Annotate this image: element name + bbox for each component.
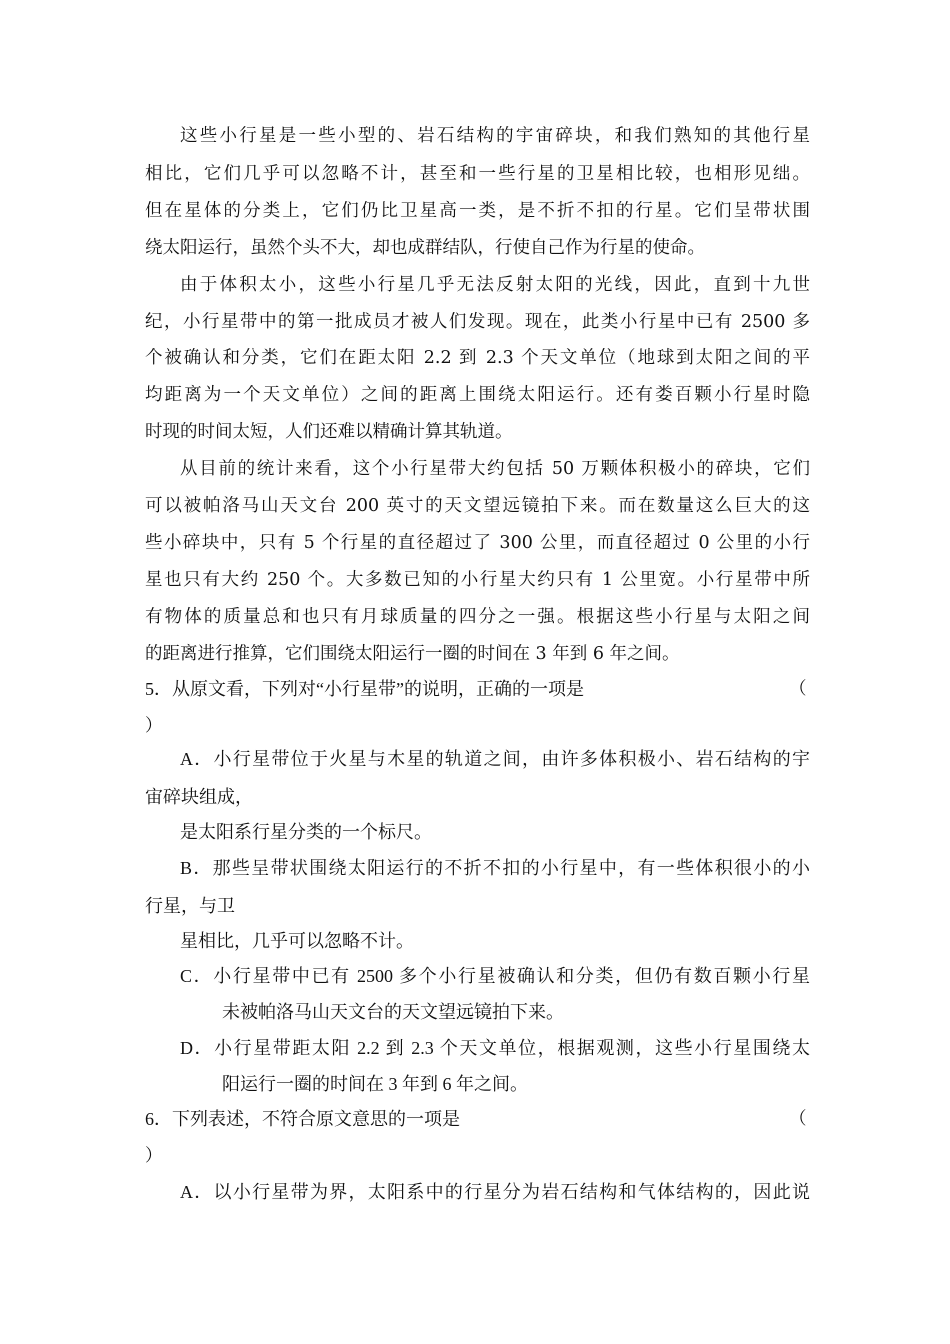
passage-p2-line5: 时现的时间太短，人们还难以精确计算其轨道。: [145, 422, 513, 442]
passage-p2-line4: 均距离为一个天文单位）之间的距离上围绕太阳运行。还有娄百颗小行星时隐: [145, 385, 810, 405]
question-5-option-a-line3: 是太阳系行星分类的一个标尺。: [180, 822, 432, 842]
passage-p3-line6: 的距离进行推算，它们围绕太阳运行一圈的时间在 3 年到 6 年之间。: [145, 644, 680, 664]
question-5-option-b-line1: B．那些呈带状围绕太阳运行的不折不扣的小行星中，有一些体积很小的小: [180, 858, 810, 878]
question-5-option-d-line2: 阳运行一圈的时间在 3 年到 6 年之间。: [222, 1074, 528, 1094]
question-6-stem: 6．下列表述，不符合原文意思的一项是: [145, 1109, 460, 1129]
question-5-stem: 5．从原文看，下列对“小行星带”的说明，正确的一项是: [145, 679, 584, 699]
question-6-paren-close: ）: [145, 1146, 163, 1166]
passage-p1-line3: 但在星体的分类上，它们仍比卫星高一类，是不折不扣的行星。它们呈带状围: [145, 201, 810, 221]
passage-p3-line4: 星也只有大约 250 个。大多数已知的小行星大约只有 1 公里宽。小行星带中所: [145, 570, 810, 590]
question-5-option-c-line2: 未被帕洛马山天文台的天文望远镜拍下来。: [222, 1002, 564, 1022]
passage-p1-line1: 这些小行星是一些小型的、岩石结构的宇宙碎块，和我们熟知的其他行星: [180, 126, 810, 146]
question-6-paren-open: （: [789, 1109, 807, 1129]
passage-p3-line5: 有物体的质量总和也只有月球质量的四分之一强。根据这些小行星与太阳之间: [145, 607, 810, 627]
question-5-option-a-line1: A．小行星带位于火星与木星的轨道之间，由许多体积极小、岩石结构的宇: [180, 749, 810, 769]
passage-p2-line2: 纪，小行星带中的第一批成员才被人们发现。现在，此类小行星中已有 2500 多: [145, 312, 810, 332]
passage-p3-line3: 些小碎块中，只有 5 个行星的直径超过了 300 公里，而直径超过 0 公里的小行: [145, 533, 810, 553]
question-5-option-d-line1: D．小行星带距太阳 2.2 到 2.3 个天文单位，根据观测，这些小行星围绕太: [180, 1038, 810, 1058]
question-5-option-a-line2: 宙碎块组成，: [145, 787, 253, 807]
question-5-option-b-line2: 行星，与卫: [145, 896, 235, 916]
question-6-option-a-line1: A．以小行星带为界，太阳系中的行星分为岩石结构和气体结构的，因此说: [180, 1182, 810, 1202]
passage-p2-line3: 个被确认和分类，它们在距太阳 2.2 到 2.3 个天文单位（地球到太阳之间的平: [145, 348, 810, 368]
passage-p3-line2: 可以被帕洛马山天文台 200 英寸的天文望远镜拍下来。而在数量这么巨大的这: [145, 496, 810, 516]
passage-p3-line1: 从目前的统计来看，这个小行星带大约包括 50 万颗体积极小的碎块，它们: [180, 459, 810, 479]
question-5-paren-open: （: [789, 679, 807, 699]
passage-p2-line1: 由于体积太小，这些小行星几乎无法反射太阳的光线，因此，直到十九世: [180, 275, 810, 295]
passage-p1-line4: 绕太阳运行，虽然个头不大，却也成群结队，行使自己作为行星的使命。: [145, 238, 705, 258]
passage-p1-line2: 相比，它们几乎可以忽略不计，甚至和一些行星的卫星相比较，也相形见绌。: [145, 164, 810, 184]
question-5-option-b-line3: 星相比，几乎可以忽略不计。: [180, 931, 414, 951]
question-5-paren-close: ）: [145, 716, 163, 736]
question-5-option-c-line1: C．小行星带中已有 2500 多个小行星被确认和分类，但仍有数百颗小行星: [180, 966, 810, 986]
